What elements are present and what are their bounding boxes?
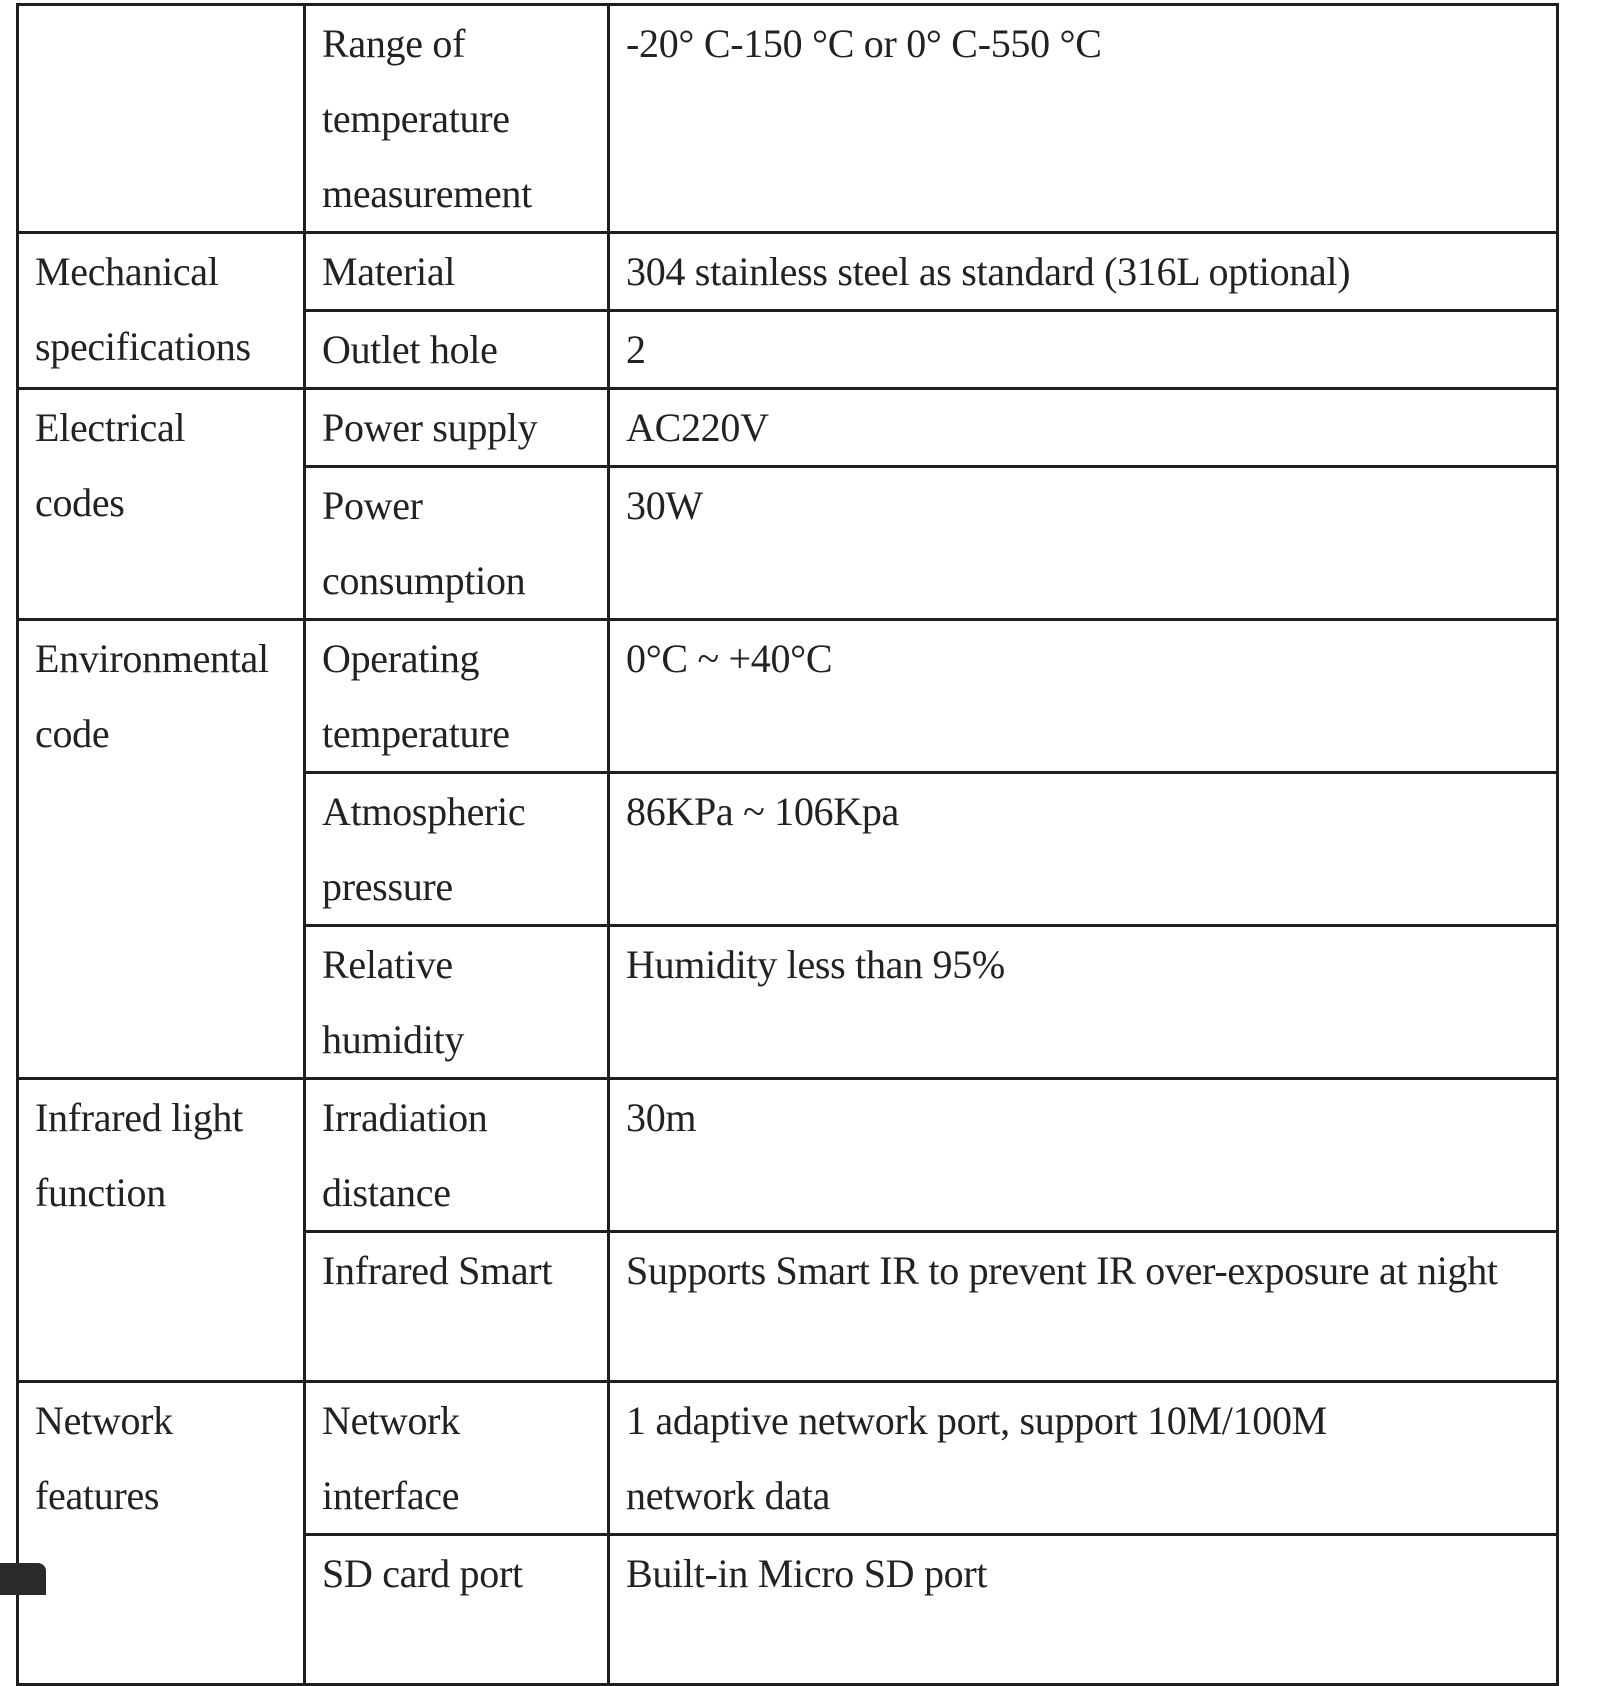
value-cell — [609, 311, 1558, 389]
parameter-cell — [305, 926, 609, 1079]
parameter-cell — [305, 1079, 609, 1232]
parameter-label: Outlet hole — [322, 327, 498, 372]
parameter-cell — [305, 5, 609, 233]
parameter-cell — [305, 233, 609, 311]
value-label: Supports Smart IR to prevent IR over-exposure at night — [626, 1248, 1498, 1293]
value-cell — [609, 5, 1558, 233]
parameter-label: Material — [322, 249, 456, 294]
table-row — [18, 389, 1558, 467]
value-label: -20° C-150 °C or 0° C-550 °C — [626, 21, 1102, 66]
value-cell — [609, 1535, 1558, 1685]
parameter-label: Infrared Smart — [322, 1248, 553, 1293]
group-label: Network features — [35, 1398, 173, 1518]
parameter-cell — [305, 389, 609, 467]
value-label: 30W — [626, 483, 703, 528]
parameter-label: SD card port — [322, 1551, 523, 1596]
group-cell — [18, 1079, 305, 1382]
table-row — [18, 620, 1558, 773]
value-label: 30m — [626, 1095, 697, 1140]
table-row — [18, 5, 1558, 233]
parameter-label: Irradiation distance — [322, 1095, 488, 1215]
corner-tab[interactable] — [0, 1563, 46, 1595]
value-cell — [609, 467, 1558, 620]
group-label: Environmental code — [35, 636, 269, 756]
value-label: 0°C ~ +40°C — [626, 636, 833, 681]
value-cell — [609, 620, 1558, 773]
value-label: 86KPa ~ 106Kpa — [626, 789, 899, 834]
parameter-label: Range of temperature measurement — [322, 21, 532, 216]
parameter-label: Operating temperature — [322, 636, 510, 756]
parameter-cell — [305, 773, 609, 926]
parameter-cell — [305, 620, 609, 773]
parameter-cell — [305, 1535, 609, 1685]
value-cell — [609, 1382, 1558, 1535]
value-label: 304 stainless steel as standard (316L optional) — [626, 249, 1351, 294]
group-label: Electrical codes — [35, 405, 186, 525]
parameter-label: Network interface — [322, 1398, 460, 1518]
value-cell — [609, 1232, 1558, 1382]
group-cell — [18, 389, 305, 620]
value-cell — [609, 773, 1558, 926]
parameter-cell — [305, 1382, 609, 1535]
value-label: Built-in Micro SD port — [626, 1551, 988, 1596]
parameter-label: Atmospheric pressure — [322, 789, 526, 909]
specification-table — [16, 3, 1559, 1686]
parameter-cell — [305, 467, 609, 620]
group-cell — [18, 233, 305, 389]
table-row — [18, 233, 1558, 311]
value-label: 2 — [626, 327, 646, 372]
value-label: AC220V — [626, 405, 769, 450]
value-cell — [609, 926, 1558, 1079]
parameter-label: Relative humidity — [322, 942, 465, 1062]
table-row — [18, 1382, 1558, 1535]
value-cell — [609, 1079, 1558, 1232]
parameter-cell — [305, 311, 609, 389]
value-label: Humidity less than 95% — [626, 942, 1005, 987]
value-cell — [609, 233, 1558, 311]
parameter-label: Power supply — [322, 405, 538, 450]
parameter-label: Power consumption — [322, 483, 526, 603]
group-label: Mechanical specifications — [35, 249, 251, 369]
table-row — [18, 1079, 1558, 1232]
group-cell — [18, 5, 305, 233]
value-cell — [609, 389, 1558, 467]
group-cell — [18, 1382, 305, 1685]
value-label: 1 adaptive network port, support 10M/100M network data — [626, 1398, 1327, 1518]
group-label: Infrared light function — [35, 1095, 243, 1215]
group-cell — [18, 620, 305, 1079]
parameter-cell — [305, 1232, 609, 1382]
